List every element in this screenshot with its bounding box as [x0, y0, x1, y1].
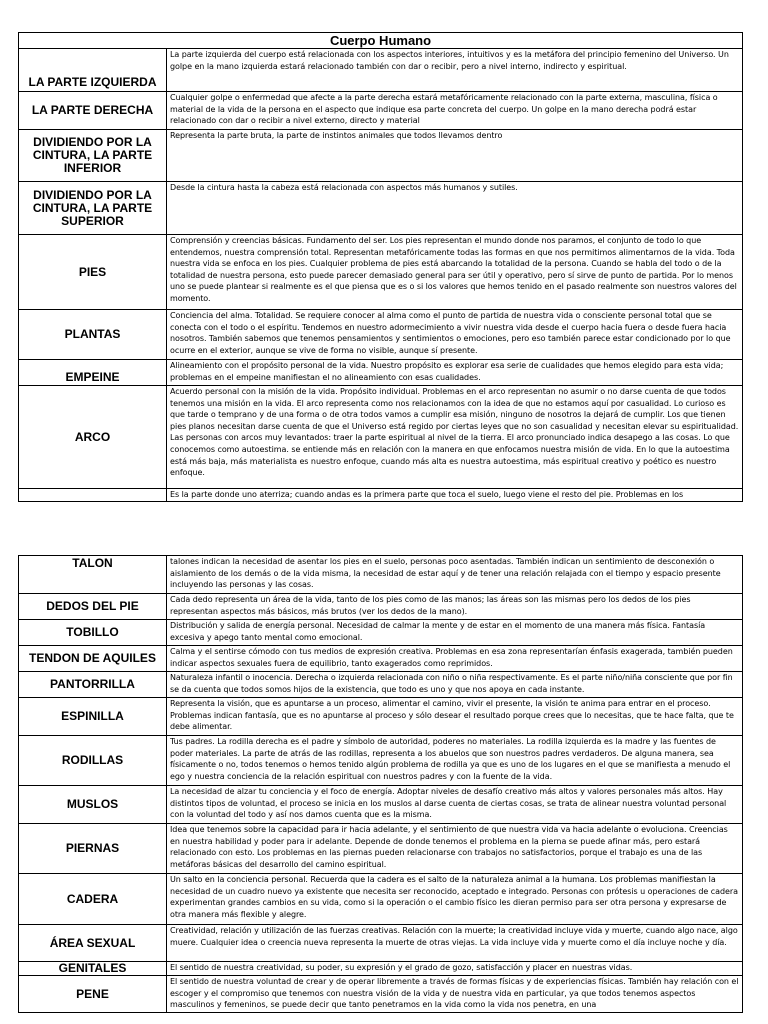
row-label: RODILLAS	[19, 736, 167, 786]
row-text: Naturaleza infantil o inocencia. Derecha o izquierda relacionada con niño o niña respectivamente. Es el parte niño/niña consciente que por fin se da cuenta que todos somos hijos de la existencia, que todo es uno y que nos apoya en cada instante.	[167, 672, 743, 698]
row-text: Un salto en la conciencia personal. Recuerda que la cadera es el salto de la naturaleza animal a la humana. Los problemas manifiestan la necesidad de un cuadro nuevo ya existente que necesita ser reconocido, aceptado e integrado. Personas con prótesis u operaciones de cadera experimentan grandes cambios en su vida, como si la operación o el cambio físico les dieran permiso para ser otra persona y expresarse de otra manera más flexible y alegre.	[167, 874, 743, 925]
row-text: talones indican la necesidad de asentar los pies en el suelo, personas poco asentadas. También indican un sentimiento de desconexión o aislamiento de los demás o de la vida misma, la necesidad de estar aquí y de tener una relación relajada con el tiempo y espacio presente incluyendo las personas y las cosas.	[167, 556, 743, 594]
row-label: DIVIDIENDO POR LA CINTURA, LA PARTE SUPERIOR	[19, 182, 167, 235]
table-row	[19, 698, 743, 736]
row-label: TOBILLO	[19, 620, 167, 646]
row-text: Cualquier golpe o enfermedad que afecte a la parte derecha estará metafóricamente relacionado con la parte externa, masculina, física o material de la vida de la persona en el aspecto que indique esa parte concreta del cuerpo. Un golpe en la mano derecha podrá estar relacionado con dar o recibir a nivel externo, directo y material	[167, 92, 743, 130]
table-row	[19, 620, 743, 646]
table-row	[19, 962, 743, 976]
row-text: Cada dedo representa un área de la vida, tanto de los pies como de las manos; las áreas son las mismas pero los dedos de los pies representan aspectos más básicos, más brutos (ver los dedos de la mano).	[167, 594, 743, 620]
body-meaning-table-1	[18, 32, 743, 502]
row-label: LA PARTE DERECHA	[19, 92, 167, 130]
row-text: Representa la parte bruta, la parte de instintos animales que todos llevamos dentro	[167, 130, 743, 182]
row-label: MUSLOS	[19, 786, 167, 824]
table-row	[19, 49, 743, 92]
row-label: TALON	[19, 556, 167, 594]
row-text: Acuerdo personal con la misión de la vida. Propósito individual. Problemas en el arco representan no asumir o no darse cuenta de que todos tenemos una misión en la vida. El arco representa como nos relacionamos con la idea de que no estamos aquí por casualidad. Lo curioso es que tarde o temprano y de una forma o de otra todos vamos a cumplir esa misión, ninguno de nosotros la dejará de cumplir. Los que tienen pies planos necesitan darse cuenta de que el Universo está regido por ciertas leyes que no son casualidad y necesitan elevar su espiritualidad. Las personas con arcos muy levantados: traer la parte espiritual al nivel de la tierra. El arco pronunciado indica desapego a las cosas. Lo que conocemos como autoestima. se entiende más en relación con la manera en que enfocamos nuestra misión de vida. En lo que la autoestima está más baja, más materialista es nuestro enfoque, cuando más alta es nuestra autoestima, más espiritual creativo y poético es nuestro enfoque.	[167, 386, 743, 489]
row-label: PIES	[19, 235, 167, 310]
table-row	[19, 556, 743, 594]
table-row	[19, 130, 743, 182]
row-label	[19, 489, 167, 502]
row-label: DIVIDIENDO POR LA CINTURA, LA PARTE INFERIOR	[19, 130, 167, 182]
row-text: Comprensión y creencias básicas. Fundamento del ser. Los pies representan el mundo donde nos paramos, el conjunto de todo lo que entendemos, nuestra comprensión total. Representan metafóricamente todas las formas en que nos permitimos alimentarnos de la vida. Toda nuestra vida se enfoca en los pies. Cualquier problema de pies está abarcando la totalidad de la persona. Cuando se habla del todo o de la totalidad de nuestra persona, esto puede parecer demasiado general para ser útil y operativo, pero sí sirve de punto de partida. Por lo menos uno se puede plantear si realmente es el que piensa que es o si los valores que hemos tenido en el pasado realmente son nuestros valores del momento.	[167, 235, 743, 310]
row-label: ÁREA SEXUAL	[19, 925, 167, 962]
row-text: Distribución y salida de energía personal. Necesidad de calmar la mente y de estar en el momento de una manera más física. Fantasía excesiva y apego tanto mental como emocional.	[167, 620, 743, 646]
table-row	[19, 235, 743, 310]
row-text: Alineamiento con el propósito personal de la vida. Nuestro propósito es explorar esa serie de cualidades que hemos elegido para esta vida; problemas en el empeine manifiestan el no alineamiento con esas cualidades.	[167, 360, 743, 386]
row-label: CADERA	[19, 874, 167, 925]
table-row	[19, 976, 743, 1013]
row-label: TENDON DE AQUILES	[19, 646, 167, 672]
table-row	[19, 736, 743, 786]
row-text: El sentido de nuestra voluntad de crear y de operar libremente a través de formas físicas y de experiencias físicas. También hay relación con el escoger y el compromiso que tenemos con nuestra visión de la vida y de nuestra vida en particular, ya que todos tenemos aspectos masculinos y femeninos, se puede decir que tanto penetramos en la vida como la vida nos penetra, en una	[167, 976, 743, 1013]
row-text: El sentido de nuestra creatividad, su poder, su expresión y el grado de gozo, satisfacción y placer en nuestras vidas.	[167, 962, 743, 976]
table-title: Cuerpo Humano	[19, 33, 743, 49]
row-text: Creatividad, relación y utilización de las fuerzas creativas. Relación con la muerte; la creatividad incluye vida y muerte, cuando algo nace, algo muere. Cualquier idea o creencia nueva representa la muerte de otras viejas. La vida incluye vida y muerte como el día incluye noche y día.	[167, 925, 743, 962]
table-row	[19, 310, 743, 360]
table-row	[19, 360, 743, 386]
table-row	[19, 386, 743, 489]
row-text: Desde la cintura hasta la cabeza está relacionada con aspectos más humanos y sutiles.	[167, 182, 743, 235]
row-label: PIERNAS	[19, 824, 167, 874]
row-label: DEDOS DEL PIE	[19, 594, 167, 620]
row-label: LA PARTE IZQUIERDA	[19, 49, 167, 92]
row-text: Calma y el sentirse cómodo con tus medios de expresión creativa. Problemas en esa zona representarían énfasis exagerada, también pueden indicar aspectos sexuales fuera de equilibrio, tanto exagerados como reprimidos.	[167, 646, 743, 672]
table-row	[19, 874, 743, 925]
row-text: La parte izquierda del cuerpo está relacionada con los aspectos interiores, intuitivos y es la metáfora del principio femenino del Universo. Un golpe en la mano izquierda estará relacionado también con dar o recibir, pero a nivel interno, indirecto y espiritual.	[167, 49, 743, 92]
table-row	[19, 92, 743, 130]
row-text: Idea que tenemos sobre la capacidad para ir hacia adelante, y el sentimiento de que nuestra vida va hacia adelante o evoluciona. Creencias en nuestra habilidad y poder para ir adelante. Depende de donde tenemos el problema en la pierna se puede afinar más, pero estará relacionado con esto. Los problemas en las piernas pueden relacionarse con trabajos no satisfactorios, porque el trabajo es una de las metáforas básicas del desarrollo del camino espiritual.	[167, 824, 743, 874]
table-row	[19, 824, 743, 874]
table-row	[19, 925, 743, 962]
row-label: ARCO	[19, 386, 167, 489]
row-text: Tus padres. La rodilla derecha es el padre y símbolo de autoridad, poderes no materiales. La rodilla izquierda es la madre y las fuentes de poder materiales. La parte de atrás de las rodillas, representa a los abuelos que son nuestros padres verdaderos. De alguna manera, sea físicamente o no, todos tenemos o hemos tenido algún problema de rodilla ya que es uno de los lugares en el que se manifiesta a menudo el ego y nuestra conciencia de la relación espiritual con nuestros padres y con la fuente de la vida.	[167, 736, 743, 786]
row-label: PANTORRILLA	[19, 672, 167, 698]
table-row	[19, 786, 743, 824]
row-text: Conciencia del alma. Totalidad. Se requiere conocer al alma como el punto de partida de nuestra vida o consciente personal total que se conecta con el todo o el espíritu. Tendemos en nuestro adormecimiento a vivir nuestra vida desde el cuerpo hacia fuera o desde fuera hacia nosotros. También sabemos que tenemos pensamientos y sentimientos o emociones, pero eso también parece estar condicionado por lo que ocurre en el exterior, aunque se vive de forma no visible, aunque sí presente.	[167, 310, 743, 360]
table-row	[19, 182, 743, 235]
row-label: EMPEINE	[19, 360, 167, 386]
row-text: Es la parte donde uno aterriza; cuando andas es la primera parte que toca el suelo, luego viene el resto del pie. Problemas en los	[167, 489, 743, 502]
row-label: GENITALES	[19, 962, 167, 976]
body-meaning-table-2	[18, 555, 743, 1013]
row-label: PENE	[19, 976, 167, 1013]
table-row	[19, 646, 743, 672]
table-title-row	[19, 33, 743, 49]
row-label: PLANTAS	[19, 310, 167, 360]
table-row	[19, 594, 743, 620]
row-text: Representa la visión, que es apuntarse a un proceso, alimentar el camino, vivir el presente, la visión te anima para entrar en el proceso. Problemas indican fantasía, que es no apuntarse al proceso y sólo desear el resultado porque crees que lo necesitas, que te hace falta, que te debe alimentar.	[167, 698, 743, 736]
row-label: ESPINILLA	[19, 698, 167, 736]
table-row	[19, 672, 743, 698]
row-text: La necesidad de alzar tu conciencia y el foco de energía. Adoptar niveles de desafío creativo más altos y valores personales más altos. Hay distintos tipos de voluntad, el proceso se inicia en los muslos al darse cuenta de ciertas cosas, se trata de alinear nuestra voluntad personal con la voluntad del todo y así nos damos cuenta que es la misma.	[167, 786, 743, 824]
table-row	[19, 489, 743, 502]
